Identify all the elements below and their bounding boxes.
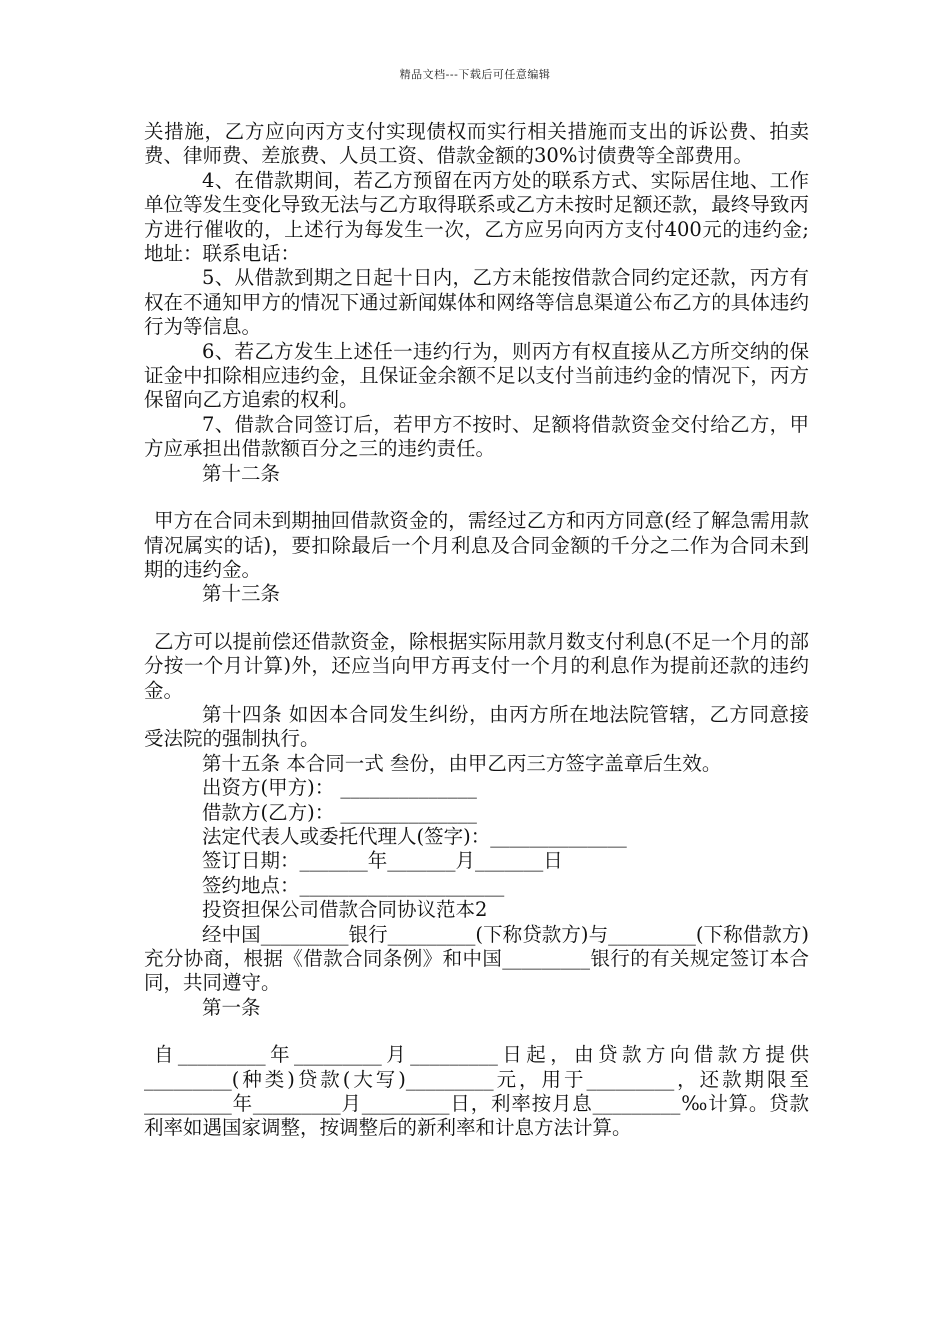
sample-2-article-1-text: 自_________年_________月_________日起，由贷款方向借款方提供_________(种类)贷款(大写)_________元，用于_________，还款期限至_________年_________月_________日，利率按月息_________‰计算。贷款利率如遇国家调整，按调整后的新利率和计息方法计算。: [144, 1043, 809, 1140]
clause-4: 4、在借款期间，若乙方预留在丙方处的联系方式、实际居住地、工作单位等发生变化导致无法与乙方取得联系或乙方未按时足额还款，最终导致丙方进行催收的，上述行为每发生一次，乙方应另向丙方支付400元的违约金;地址：联系电话：: [144, 168, 809, 266]
sample-2-article-1-heading: 第一条: [202, 995, 261, 1019]
sample-2-title: 投资担保公司借款合同协议范本2: [202, 898, 488, 922]
article-14: 第十四条 如因本合同发生纠纷，由丙方所在地法院管辖，乙方同意接受法院的强制执行。: [144, 702, 809, 751]
clause-6: 6、若乙方发生上述任一违约行为，则丙方有权直接从乙方所交纳的保证金中扣除相应违约金，且保证金余额不足以支付当前违约金的情况下，丙方保留向乙方追索的权利。: [144, 339, 809, 412]
signature-date: 签订日期：_______年_______月_______日: [202, 849, 563, 873]
clause-5: 5、从借款到期之日起十日内，乙方未能按借款合同约定还款，丙方有权在不通知甲方的情况下通过新闻媒体和网络等信息渠道公布乙方的具体违约行为等信息。: [144, 266, 809, 339]
article-12-text: 甲方在合同未到期抽回借款资金的，需经过乙方和丙方同意(经了解急需用款情况属实的话)，要扣除最后一个月利息及合同金额的千分之二作为合同未到期的违约金。: [144, 509, 809, 581]
article-12-heading: 第十二条: [202, 461, 281, 485]
signature-lender: 出资方(甲方)： ______________: [202, 776, 477, 800]
article-15: 第十五条 本合同一式 叁份，由甲乙丙三方签字盖章后生效。: [202, 751, 722, 775]
article-13-heading: 第十三条: [202, 582, 281, 606]
signature-representative: 法定代表人或委托代理人(签字)：______________: [202, 824, 627, 848]
signature-borrower: 借款方(乙方)： ______________: [202, 800, 477, 824]
document-body: [144, 120, 809, 1141]
article-13-text: 乙方可以提前偿还借款资金，除根据实际用款月数支付利息(不足一个月的部分按一个月计算)外，还应当向甲方再支付一个月的利息作为提前还款的违约金。: [144, 629, 809, 702]
paragraph-continuation: 关措施，乙方应向丙方支付实现债权而实行相关措施而支出的诉讼费、拍卖费、律师费、差旅费、人员工资、借款金额的30%讨债费等全部费用。: [144, 120, 809, 168]
clause-7: 7、借款合同签订后，若甲方不按时、足额将借款资金交付给乙方，甲方应承担出借款额百分之三的违约责任。: [144, 412, 809, 461]
page-header: 精品文档---下载后可任意编辑: [399, 68, 551, 81]
signature-place: 签约地点：_____________________: [202, 873, 505, 897]
sample-2-intro: 经中国_________银行_________(下称贷款方)与_________(下称借款方)充分协商，根据《借款合同条例》和中国_________银行的有关规定签订本合同，共同遵守。: [144, 922, 809, 995]
